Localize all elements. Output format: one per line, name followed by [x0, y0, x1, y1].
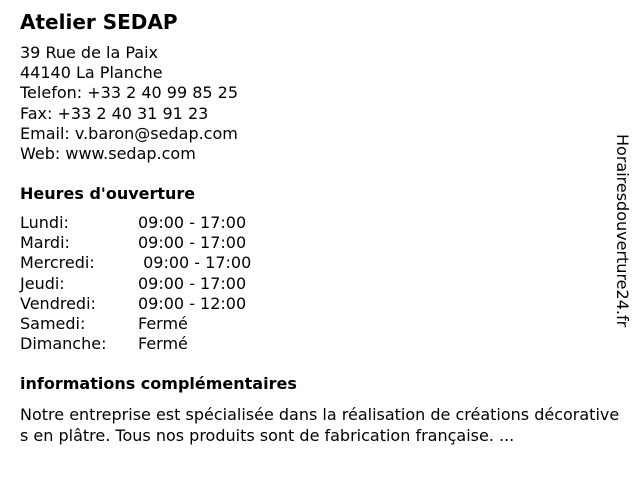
hours-day: Samedi: [20, 314, 86, 334]
hours-row [20, 253, 251, 273]
hours-table [20, 213, 251, 354]
hours-row [20, 274, 251, 294]
hours-time: 09:00 - 17:00 [138, 273, 247, 293]
website: Web: www.sedap.com [20, 144, 196, 164]
hours-day: Vendredi: [20, 293, 96, 313]
hours-time: 09:00 - 12:00 [138, 293, 247, 313]
hours-day: Mercredi: [20, 253, 95, 273]
hours-time: 09:00 - 17:00 [138, 253, 252, 273]
hours-row [20, 233, 251, 253]
hours-row [20, 213, 251, 233]
email-address: Email: v.baron@sedap.com [20, 123, 238, 143]
info-heading: informations complémentaires [20, 374, 297, 393]
hours-time: 09:00 - 17:00 [138, 213, 247, 232]
fax-number: Fax: +33 2 40 31 91 23 [20, 103, 209, 123]
hours-row [20, 334, 251, 354]
business-description: Notre entreprise est spécialisée dans la réalisation de créations décoratives en plâtre. Tous nos produits sont de fabrication française. ... [20, 405, 620, 445]
hours-time: 09:00 - 17:00 [138, 233, 247, 253]
contact-block [20, 43, 238, 164]
address-city: 44140 La Planche [20, 63, 163, 83]
hours-time: Fermé [138, 334, 188, 354]
phone-number: Telefon: +33 2 40 99 85 25 [20, 83, 239, 103]
hours-day: Dimanche: [20, 334, 107, 354]
hours-row [20, 314, 251, 334]
site-watermark: Horairesdouverture24.fr [613, 134, 632, 328]
hours-heading: Heures d'ouverture [20, 184, 196, 203]
business-name: Atelier SEDAP [20, 10, 178, 34]
address-street: 39 Rue de la Paix [20, 43, 158, 62]
hours-day: Jeudi: [20, 273, 65, 293]
hours-time: Fermé [138, 314, 188, 334]
hours-day: Lundi: [20, 213, 69, 232]
hours-row [20, 294, 251, 314]
hours-day: Mardi: [20, 233, 70, 253]
